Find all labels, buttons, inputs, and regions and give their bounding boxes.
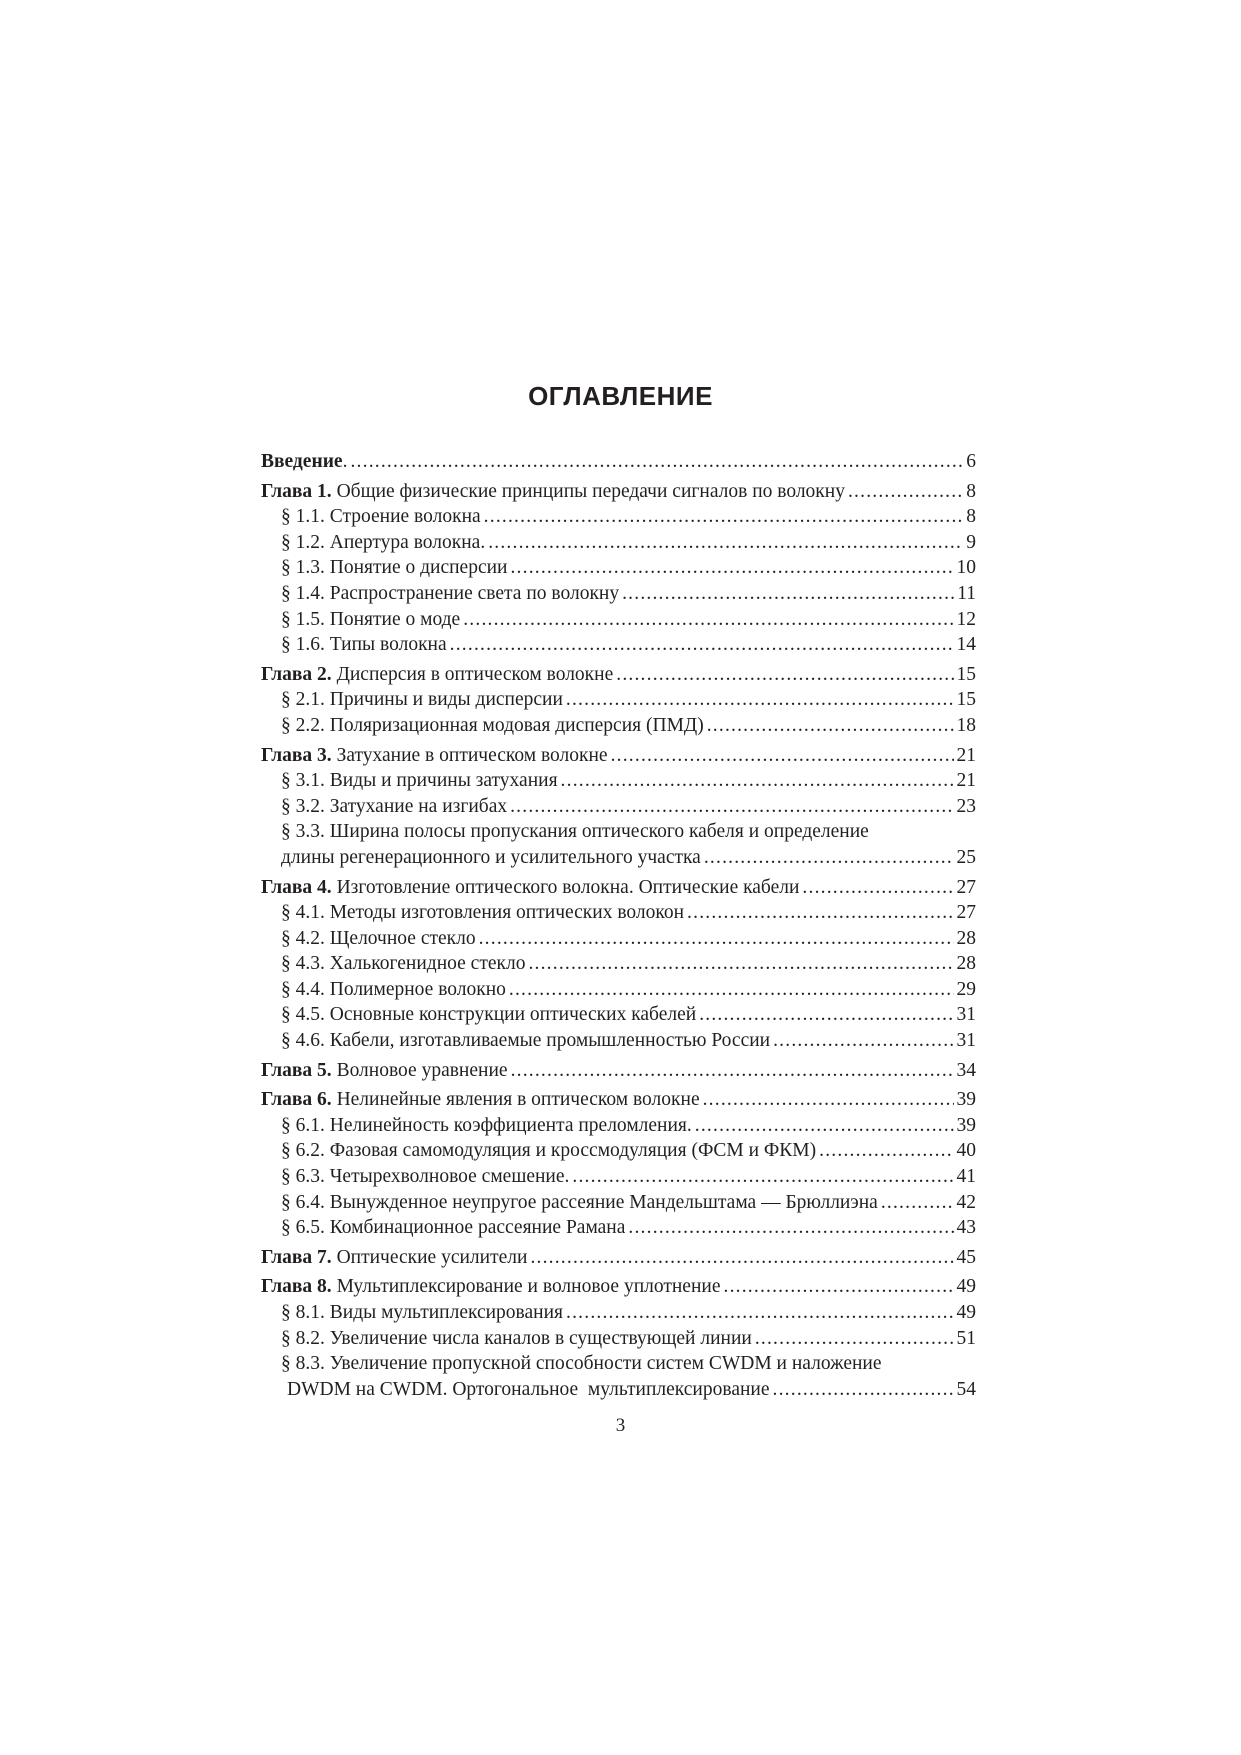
toc-entry-text: § 6.3. Четырехволновое смешение. bbox=[281, 1166, 570, 1188]
dot-leader bbox=[509, 977, 954, 1003]
toc-entry-text: § 1.4. Распространение света по волокну bbox=[281, 582, 620, 604]
dot-leader bbox=[510, 555, 953, 581]
toc-entry-text: § 4.6. Кабели, изготавливаемые промышленностью России bbox=[281, 1030, 771, 1052]
toc-section-1-6 bbox=[261, 632, 976, 658]
toc-entry-text: § 4.5. Основные конструкции оптических кабелей bbox=[281, 1004, 697, 1026]
toc-section-8-3-line2 bbox=[261, 1377, 976, 1403]
dot-leader bbox=[566, 1300, 953, 1326]
dot-leader bbox=[511, 1058, 954, 1084]
toc-chapter-5 bbox=[261, 1058, 976, 1084]
toc-page-number: 21 bbox=[956, 744, 976, 766]
toc-entry-head: Глава 8. bbox=[261, 1276, 332, 1298]
toc-page-number: 28 bbox=[956, 953, 976, 975]
dot-leader bbox=[616, 662, 953, 688]
dot-leader bbox=[611, 743, 954, 769]
toc-entry-text: Волновое уравнение bbox=[336, 1059, 508, 1081]
toc-section-6-5 bbox=[261, 1215, 976, 1241]
toc-page-number: 27 bbox=[956, 902, 976, 924]
toc-entry-text: § 4.4. Полимерное волокно bbox=[281, 978, 506, 1000]
toc-page-number: 10 bbox=[956, 557, 976, 579]
toc-chapter-2 bbox=[261, 662, 976, 688]
page-number: 3 bbox=[615, 1415, 626, 1436]
toc-entry-text: . bbox=[342, 451, 348, 472]
toc-entry-text: § 1.6. Типы волокна bbox=[281, 634, 447, 656]
dot-leader bbox=[450, 632, 954, 658]
toc-entry-text: § 1.3. Понятие о дисперсии bbox=[281, 557, 508, 579]
toc-entry-text: Мультиплексирование и волновое уплотнение bbox=[336, 1276, 721, 1298]
toc-entry-text: § 4.2. Щелочное стекло bbox=[281, 927, 476, 949]
dot-leader bbox=[819, 1138, 953, 1164]
dot-leader bbox=[695, 1113, 954, 1139]
toc-page-number: 42 bbox=[956, 1191, 976, 1213]
toc-page-number: 51 bbox=[956, 1327, 976, 1349]
toc-page-number: 49 bbox=[956, 1276, 976, 1298]
toc-page-number: 43 bbox=[956, 1217, 976, 1239]
toc-page-number: 8 bbox=[966, 480, 976, 502]
toc-section-6-2 bbox=[261, 1138, 976, 1164]
toc-page-number: 8 bbox=[966, 506, 976, 528]
dot-leader bbox=[350, 449, 963, 475]
dot-leader bbox=[704, 845, 954, 871]
toc-page-number: 14 bbox=[956, 634, 976, 656]
toc-section-1-5 bbox=[261, 607, 976, 633]
toc-entry-text: Дисперсия в оптическом волокне bbox=[336, 663, 614, 685]
toc-entry-text: § 1.2. Апертура волокна. bbox=[281, 531, 486, 553]
toc-page-number: 6 bbox=[966, 451, 976, 472]
toc-section-4-1 bbox=[261, 900, 976, 926]
dot-leader bbox=[566, 687, 954, 713]
toc-entry-text: § 4.3. Халькогенидное стекло bbox=[281, 953, 526, 975]
dot-leader bbox=[707, 713, 954, 739]
toc-entry-text: длины регенерационного и усилительного участка bbox=[281, 846, 701, 868]
dot-leader bbox=[479, 926, 954, 952]
page-title: ОГЛАВЛЕНИЕ bbox=[528, 381, 713, 411]
toc-page-number: 49 bbox=[956, 1302, 976, 1323]
dot-leader bbox=[528, 951, 953, 977]
dot-leader bbox=[773, 1028, 953, 1054]
toc-entry-head: Глава 4. bbox=[261, 876, 332, 898]
toc-section-1-2 bbox=[261, 530, 976, 556]
toc-entry-text: Общие физические принципы передачи сигналов по волокну bbox=[336, 480, 845, 502]
dot-leader bbox=[484, 504, 964, 530]
toc-entry-text: § 3.2. Затухание на изгибах bbox=[281, 795, 508, 817]
toc-entry-text: § 4.1. Методы изготовления оптических волокон bbox=[281, 902, 685, 924]
toc-section-4-3 bbox=[261, 951, 976, 977]
dot-leader bbox=[510, 794, 953, 820]
toc-page-number: 31 bbox=[956, 1030, 976, 1052]
toc-section-4-5 bbox=[261, 1002, 976, 1028]
toc-section-6-3 bbox=[261, 1164, 976, 1190]
toc-entry-text: § 2.1. Причины и виды дисперсии bbox=[281, 689, 563, 711]
dot-leader bbox=[703, 1087, 954, 1113]
toc-section-3-3-line2 bbox=[261, 845, 976, 871]
dot-leader bbox=[530, 1245, 953, 1271]
toc-entry-text: § 6.2. Фазовая самомодуляция и кроссмодуляция (ФСМ и ФКМ) bbox=[281, 1140, 817, 1162]
dot-leader bbox=[488, 530, 963, 556]
toc-entry-text: § 1.5. Понятие о моде bbox=[281, 608, 461, 630]
dot-leader bbox=[628, 1215, 953, 1241]
dot-leader bbox=[755, 1326, 954, 1352]
toc-entry-text: § 8.2. Увеличение числа каналов в существующей линии bbox=[281, 1327, 752, 1349]
toc-entry-text: Нелинейные явления в оптическом волокне bbox=[336, 1089, 700, 1111]
dot-leader bbox=[687, 900, 953, 926]
dot-leader bbox=[622, 581, 954, 607]
toc-chapter-7 bbox=[261, 1245, 976, 1271]
toc-section-2-2 bbox=[261, 713, 976, 739]
toc-section-3-2 bbox=[261, 794, 976, 820]
toc-section-4-4 bbox=[261, 977, 976, 1003]
toc-page-number: 39 bbox=[956, 1089, 976, 1111]
toc-entry-text: § 6.1. Нелинейность коэффициента преломления. bbox=[281, 1114, 692, 1136]
toc-entry-text: Изготовление оптического волокна. Оптические кабели bbox=[336, 876, 800, 898]
toc-page-number: 21 bbox=[956, 770, 976, 792]
toc-page-number: 23 bbox=[956, 795, 976, 817]
toc-page-number: 11 bbox=[957, 582, 976, 604]
toc-section-3-3-line1 bbox=[261, 819, 976, 845]
toc-page-number: 12 bbox=[956, 608, 976, 630]
toc-page-number: 25 bbox=[956, 846, 976, 868]
toc-entry-head: Глава 5. bbox=[261, 1059, 332, 1081]
toc-page-number: 27 bbox=[956, 876, 976, 898]
toc-section-4-6 bbox=[261, 1028, 976, 1054]
toc-entry-head: Глава 1. bbox=[261, 480, 332, 502]
toc-entry-head: Введение bbox=[261, 451, 343, 472]
toc-entry-text: § 1.1. Строение волокна bbox=[281, 506, 481, 528]
toc-entry-text: § 2.2. Поляризационная модовая дисперсия (ПМД) bbox=[281, 714, 704, 736]
dot-leader bbox=[463, 607, 953, 633]
toc-entry-text: DWDM на CWDM. Ортогональное мультиплексирование bbox=[287, 1378, 770, 1400]
toc-section-3-1 bbox=[261, 768, 976, 794]
toc-entry-intro bbox=[261, 449, 976, 475]
toc-page-number: 39 bbox=[956, 1114, 976, 1136]
toc-entry-text: § 6.5. Комбинационное рассеяние Рамана bbox=[281, 1217, 626, 1239]
toc-entry-head: Глава 2. bbox=[261, 663, 332, 685]
toc-page-number: 41 bbox=[956, 1166, 976, 1188]
toc-section-1-4 bbox=[261, 581, 976, 607]
toc-page-number: 31 bbox=[956, 1004, 976, 1026]
toc-section-1-1 bbox=[261, 504, 976, 530]
toc-page-number: 9 bbox=[966, 531, 976, 553]
toc-page-number: 29 bbox=[956, 978, 976, 1000]
dot-leader bbox=[724, 1274, 954, 1300]
toc-page-number: 28 bbox=[956, 927, 976, 949]
toc-section-6-1 bbox=[261, 1113, 976, 1139]
toc-chapter-8 bbox=[261, 1274, 976, 1300]
toc-chapter-4 bbox=[261, 875, 976, 901]
toc-entry-text: § 6.4. Вынужденное неупругое рассеяние Мандельштама — Брюллиэна bbox=[281, 1191, 878, 1213]
toc-entry-text: Затухание в оптическом волокне bbox=[336, 744, 608, 766]
toc-chapter-3 bbox=[261, 743, 976, 769]
dot-leader bbox=[773, 1377, 954, 1403]
dot-leader bbox=[561, 768, 954, 794]
toc-entry-head: Глава 3. bbox=[261, 744, 332, 766]
toc-chapter-6 bbox=[261, 1087, 976, 1113]
toc-page-number: 15 bbox=[956, 689, 976, 711]
toc-section-8-3-line1 bbox=[261, 1351, 976, 1377]
dot-leader bbox=[802, 875, 953, 901]
dot-leader bbox=[699, 1002, 953, 1028]
toc-entry-head: Глава 7. bbox=[261, 1246, 332, 1268]
toc-page-number: 18 bbox=[956, 714, 976, 736]
toc-entry-text: Оптические усилители bbox=[336, 1246, 528, 1268]
toc-section-4-2 bbox=[261, 926, 976, 952]
dot-leader bbox=[848, 479, 963, 505]
toc-section-2-1 bbox=[261, 687, 976, 713]
toc-entry-text: § 8.3. Увеличение пропускной способности систем CWDM и наложение bbox=[281, 1353, 882, 1375]
toc-page-number: 34 bbox=[956, 1059, 976, 1081]
table-of-contents bbox=[261, 449, 976, 1402]
toc-entry-text: § 3.3. Ширина полосы пропускания оптического кабеля и определение bbox=[281, 821, 869, 843]
toc-page-number: 40 bbox=[956, 1140, 976, 1162]
toc-chapter-1 bbox=[261, 479, 976, 505]
dot-leader bbox=[572, 1164, 953, 1190]
toc-section-1-3 bbox=[261, 555, 976, 581]
toc-entry-text: § 8.1. Виды мультиплексирования bbox=[281, 1302, 564, 1323]
toc-page-number: 15 bbox=[956, 663, 976, 685]
dot-leader bbox=[881, 1190, 954, 1216]
toc-page-number: 54 bbox=[956, 1378, 976, 1400]
toc-section-8-2 bbox=[261, 1326, 976, 1352]
toc-section-8-1 bbox=[261, 1300, 976, 1326]
toc-entry-text: § 3.1. Виды и причины затухания bbox=[281, 770, 558, 792]
toc-entry-head: Глава 6. bbox=[261, 1089, 332, 1111]
toc-page-number: 45 bbox=[956, 1246, 976, 1268]
toc-section-6-4 bbox=[261, 1190, 976, 1216]
